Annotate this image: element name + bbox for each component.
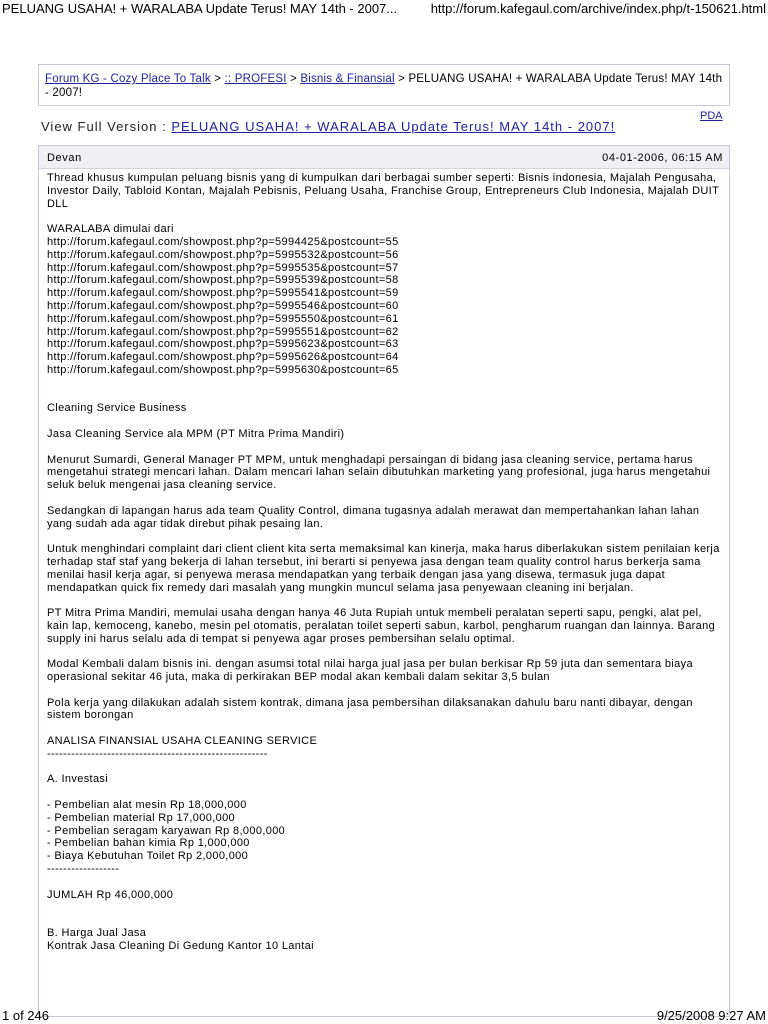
section-subtitle: Jasa Cleaning Service ala MPM (PT Mitra Prima Mandiri): [47, 427, 345, 440]
analysis-title: ANALISA FINANSIAL USAHA CLEANING SERVICE: [47, 735, 318, 748]
breadcrumb-bisnis-link[interactable]: Bisnis & Finansial: [300, 73, 395, 85]
investasi-title: A. Investasi: [47, 773, 109, 786]
investasi-item: - Pembelian seragam karyawan Rp 8,000,000: [47, 824, 286, 837]
breadcrumb-forum-home-link[interactable]: Forum KG - Cozy Place To Talk: [45, 73, 211, 85]
spacer: [47, 377, 723, 390]
print-header: [0, 0, 768, 22]
breadcrumb-profesi-link[interactable]: :: PROFESI: [224, 73, 287, 85]
investasi-item: - Pembelian alat mesin Rp 18,000,000: [47, 799, 247, 812]
post-header: [39, 146, 729, 169]
paragraph: Sedangkan di lapangan harus ada team Quality Control, dimana tugasnya adalah merawat dan mempertahankan lahan lahan yang sudah ada agar tidak direbut pihak pesaing lan.: [47, 504, 700, 530]
analysis-rule: -------------------------------------------------------: [47, 747, 268, 760]
view-full-version-label: View Full Version :: [41, 119, 167, 134]
view-full-version: [41, 119, 615, 134]
harga-line: Kontrak Jasa Cleaning Di Gedung Kantor 10 Lantai: [47, 939, 314, 952]
print-page-title: PELUANG USAHA! + WARALABA Update Terus! MAY 14th - 2007...: [2, 1, 398, 16]
spacer: [47, 876, 723, 889]
investasi-item: - Biaya Kebutuhan Toilet Rp 2,000,000: [47, 850, 249, 863]
breadcrumb-current-thread: PELUANG USAHA! + WARALABA Update Terus! MAY 14th - 2007!: [45, 73, 723, 99]
print-datetime: 9/25/2008 9:27 AM: [656, 1008, 766, 1023]
waralaba-link[interactable]: http://forum.kafegaul.com/showpost.php?p=5995550&postcount=61: [47, 312, 399, 325]
paragraph: PT Mitra Prima Mandiri, memulai usaha dengan hanya 46 Juta Rupiah untuk membeli peralatan seperti sapu, pengki, alat pel, kain lap, kemoceng, kanebo, mesin pel otomatis, peralatan toilet seperti sabun, karbol, pengharum ruangan dan lainnya. Barang supply ini harus selalu ada di tempat si penyewa agar proses pembersihan selalu optimal.: [47, 607, 716, 645]
pda-link[interactable]: PDA: [700, 110, 723, 122]
print-page-count: 1 of 246: [2, 1008, 49, 1023]
breadcrumb-separator: >: [290, 73, 297, 85]
investasi-item: - Pembelian material Rp 17,000,000: [47, 811, 236, 824]
post-body: [47, 172, 723, 953]
waralaba-link[interactable]: http://forum.kafegaul.com/showpost.php?p=5995532&postcount=56: [47, 248, 399, 261]
breadcrumb: [38, 64, 730, 106]
print-footer: [0, 1006, 768, 1024]
harga-title: B. Harga Jual Jasa: [47, 927, 147, 940]
paragraph: Modal Kembali dalam bisnis ini. dengan asumsi total nilai harga jual jasa per bulan berkisar Rp 59 juta dan sementara biaya operasional sekitar 46 juta, maka di perkirakan BEP modal akan kembali dalam sekitar 3,5 bulan: [47, 658, 693, 684]
waralaba-label: WARALABA dimulai dari: [47, 223, 174, 236]
waralaba-link[interactable]: http://forum.kafegaul.com/showpost.php?p=5995546&postcount=60: [47, 299, 399, 312]
waralaba-link[interactable]: http://forum.kafegaul.com/showpost.php?p=5995535&postcount=57: [47, 261, 399, 274]
waralaba-link[interactable]: http://forum.kafegaul.com/showpost.php?p=5995623&postcount=63: [47, 338, 399, 351]
waralaba-link[interactable]: http://forum.kafegaul.com/showpost.php?p=5995541&postcount=59: [47, 287, 399, 300]
paragraph: Menurut Sumardi, General Manager PT MPM, untuk menghadapi persaingan di bidang jasa cleaning service, pertama harus mengetahui strategi mencari lahan. Dalam mencari lahan selain dibutuhkan marketing yang profesional, juga harus mengetahui seluk beluk mengenai jasa cleaning service.: [47, 453, 711, 492]
pda-version: [700, 110, 723, 122]
post: [38, 145, 730, 1017]
waralaba-link[interactable]: http://forum.kafegaul.com/showpost.php?p=5995539&postcount=58: [47, 274, 399, 287]
waralaba-link[interactable]: http://forum.kafegaul.com/showpost.php?p=5995626&postcount=64: [47, 351, 399, 364]
spacer: [47, 761, 723, 774]
waralaba-link[interactable]: http://forum.kafegaul.com/showpost.php?p=5994425&postcount=55: [47, 235, 399, 248]
breadcrumb-separator: >: [214, 73, 222, 85]
print-page-url: http://forum.kafegaul.com/archive/index.php/t-150621.html: [430, 1, 766, 16]
waralaba-link[interactable]: http://forum.kafegaul.com/showpost.php?p=5995630&postcount=65: [47, 363, 399, 376]
post-intro: Thread khusus kumpulan peluang bisnis yang di kumpulkan dari berbagai sumber seperti: Bisnis indonesia, Majalah Pengusaha, Investor Daily, Tabloid Kontan, Majalah Pebisnis, Peluang Usaha, Franchise Group, Entrepreneurs Club Indonesia, Majalah DUIT DLL: [47, 172, 719, 210]
spacer: [47, 914, 723, 927]
spacer: [47, 390, 723, 403]
investasi-item: - Pembelian bahan kimia Rp 1,000,000: [47, 837, 250, 850]
post-author: Devan: [47, 152, 82, 164]
post-date: 04-01-2006, 06:15 AM: [602, 152, 723, 164]
section-title: Cleaning Service Business: [47, 402, 187, 415]
paragraph: Untuk menghindari complaint dari client client kita serta memaksimal kan kinerja, maka harus diberlakukan sistem penilaian kerja terhadap staf staf yang bekerja di lahan tersebut, ini berarti si penyewa jasa dengan team quality control harus berkerja sama menilai hasil kerja agar, si penyewa merasa mendapatkan yang terbaik dengan jasa yang disewa, termasuk juga dapat mendapatkan quick fix remedy dari masalah yang mungkin muncul selama jasa penyewaan cleaning ini berjalan.: [47, 543, 720, 594]
jumlah-total: JUMLAH Rp 46,000,000: [47, 888, 174, 901]
breadcrumb-separator: >: [398, 73, 406, 85]
view-full-version-link[interactable]: PELUANG USAHA! + WARALABA Update Terus! MAY 14th - 2007!: [171, 119, 616, 134]
breadcrumb-trail: [45, 72, 725, 100]
waralaba-link[interactable]: http://forum.kafegaul.com/showpost.php?p=5995551&postcount=62: [47, 325, 399, 338]
investasi-rule: ------------------: [47, 863, 120, 876]
paragraph: Pola kerja yang dilakukan adalah sistem kontrak, dimana jasa pembersihan dilaksanakan dahulu baru nanti dibayar, dengan sistem borongan: [47, 696, 693, 722]
